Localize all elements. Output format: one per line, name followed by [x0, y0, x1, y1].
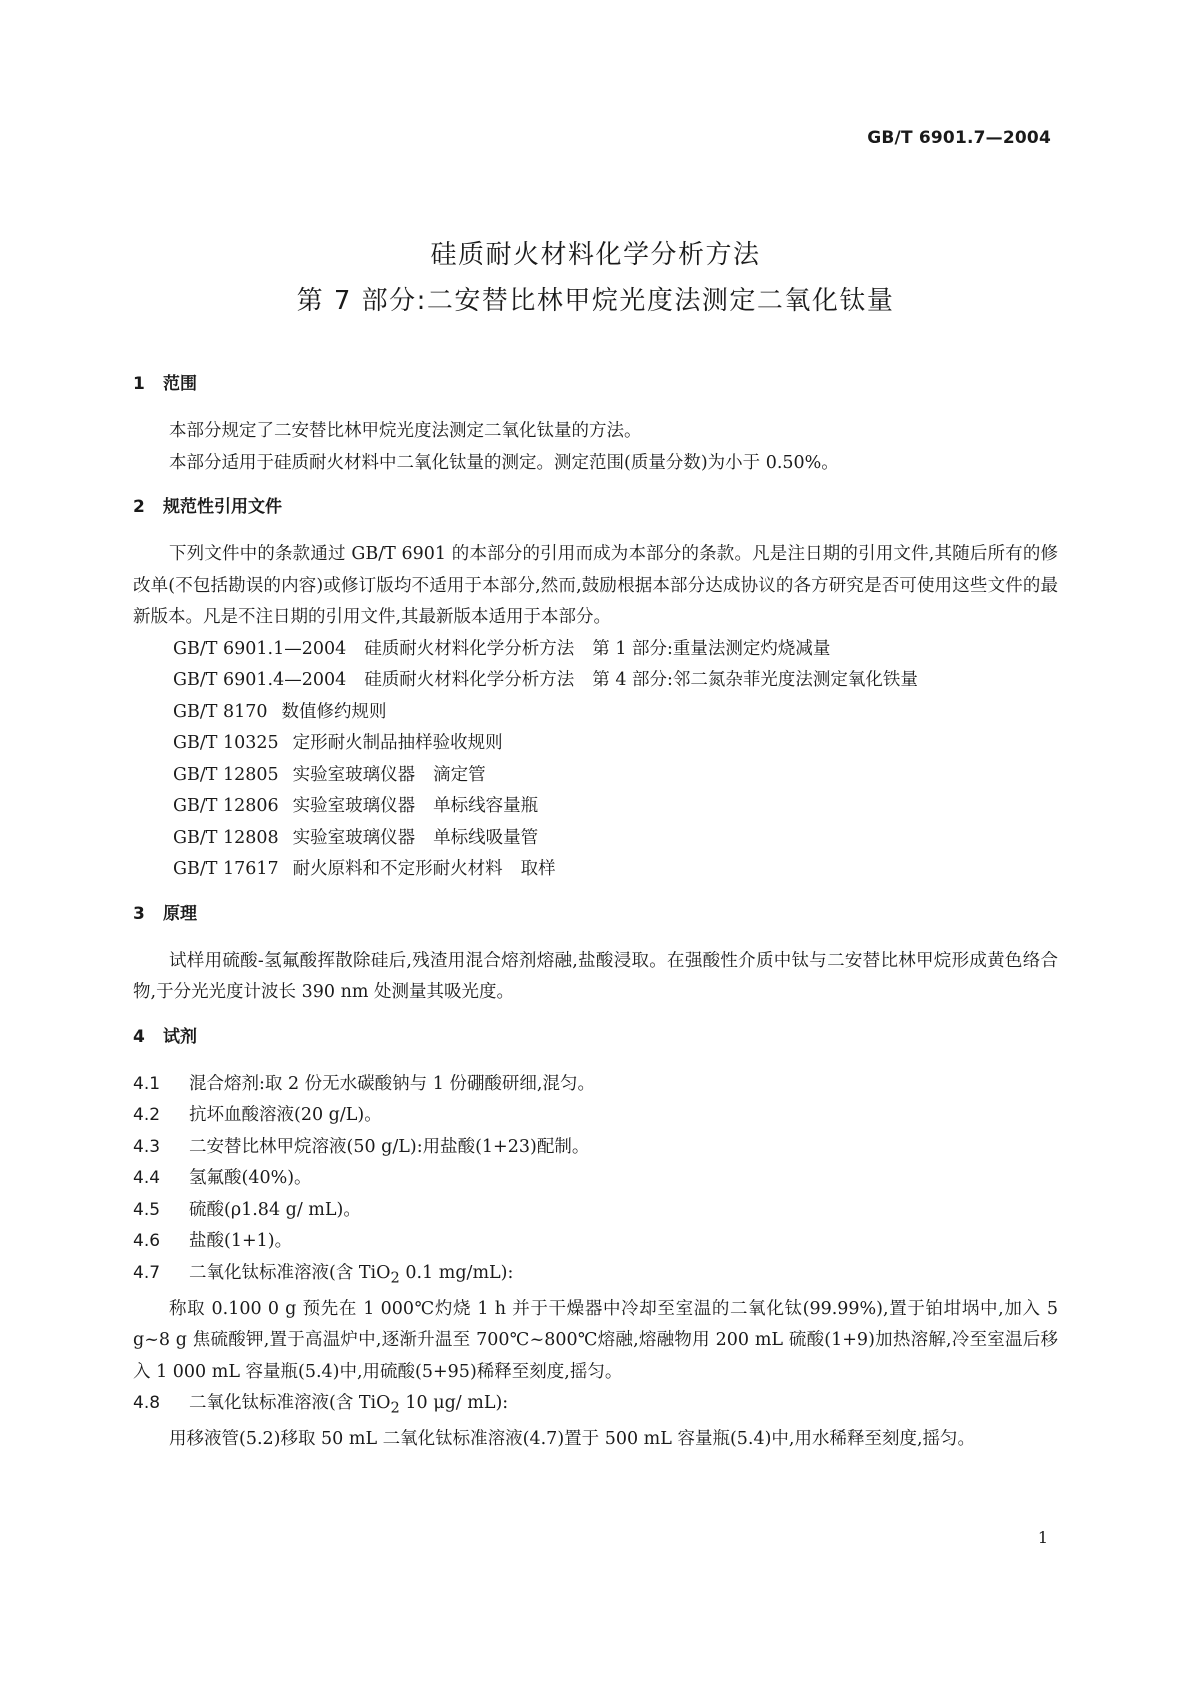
reference-title: 实验室玻璃仪器: [292, 827, 416, 848]
item-number: 4.8: [133, 1393, 161, 1413]
reference-code: GB/T 17617: [173, 859, 279, 879]
reference-item: [133, 697, 1058, 729]
item-number: 4.2: [133, 1105, 161, 1125]
reference-item: [133, 665, 1058, 697]
reference-title: 实验室玻璃仪器: [292, 764, 416, 785]
reagent-item: [133, 1100, 1058, 1132]
item-number: 4.5: [133, 1199, 161, 1220]
section-number: 2: [133, 497, 145, 517]
reagent-item: [133, 1069, 1058, 1101]
item-text: 硫酸(ρ1.84 g/ mL)。: [189, 1199, 361, 1220]
reference-item: [133, 760, 1058, 792]
reference-code: GB/T 12808: [173, 827, 279, 848]
page-number: 1: [1037, 1528, 1048, 1547]
reference-part: 第 1 部分:重量法测定灼烧减量: [592, 638, 831, 659]
item-number: 4.4: [133, 1168, 161, 1188]
reagent-item: [133, 1388, 1058, 1424]
section-number: 4: [133, 1026, 145, 1047]
reference-title: 定形耐火制品抽样验收规则: [292, 733, 503, 753]
section-heading-principle: [133, 902, 1058, 926]
item-text: 0.1 mg/mL):: [399, 1262, 514, 1283]
reference-title: 硅质耐火材料化学分析方法: [364, 638, 575, 659]
reagent-item: [133, 1258, 1058, 1294]
standard-number: GB/T 6901.7—2004: [867, 128, 1051, 148]
reagent-item: [133, 1195, 1058, 1227]
reference-code: GB/T 8170: [173, 701, 268, 722]
reference-item: [133, 728, 1058, 760]
reference-title: 数值修约规则: [281, 701, 387, 722]
reference-part: 滴定管: [433, 764, 486, 785]
section-title: 试剂: [163, 1026, 197, 1047]
reference-code: GB/T 6901.1—2004: [173, 638, 347, 659]
section-number: 1: [133, 374, 145, 394]
item-number: 4.1: [133, 1073, 161, 1094]
reference-code: GB/T 10325: [173, 733, 279, 753]
reagent-item: [133, 1163, 1058, 1195]
paragraph: 本部分规定了二安替比林甲烷光度法测定二氧化钛量的方法。: [169, 421, 642, 441]
reference-title: 实验室玻璃仪器: [292, 796, 416, 816]
reference-part: 单标线吸量管: [433, 827, 539, 848]
subscript: 2: [390, 1269, 400, 1286]
reference-title: 硅质耐火材料化学分析方法: [364, 670, 575, 690]
document-body: [133, 372, 1058, 1456]
item-text: 二氧化钛标准溶液(含 TiO: [189, 1262, 391, 1283]
section-title: 规范性引用文件: [163, 497, 282, 517]
reference-code: GB/T 12806: [173, 796, 279, 816]
section-heading-scope: [133, 372, 1058, 396]
paragraph: 下列文件中的条款通过 GB/T 6901 的本部分的引用而成为本部分的条款。凡是注日期的引用文件,其随后所有的修改单(不包括勘误的内容)或修订版均不适用于本部分,然而,鼓励根据本部分达成协议的各方研究是否可使用这些文件的最新版本。凡是不注日期的引用文件,其最新版本适用于本部分。: [133, 544, 1058, 627]
reagent-item: [133, 1132, 1058, 1164]
reference-part: 取样: [520, 859, 556, 879]
document-title: 硅质耐火材料化学分析方法: [430, 240, 761, 270]
item-text: 抗坏血酸溶液(20 g/L)。: [189, 1105, 382, 1125]
section-heading-references: [133, 495, 1058, 519]
item-text: 氢氟酸(40%)。: [189, 1168, 312, 1188]
item-text: 二安替比林甲烷溶液(50 g/L):用盐酸(1+23)配制。: [189, 1136, 590, 1157]
item-number: 4.7: [133, 1262, 161, 1283]
paragraph: 试样用硫酸-氢氟酸挥散除硅后,残渣用混合熔剂熔融,盐酸浸取。在强酸性介质中钛与二安替比林甲烷形成黄色络合物,于分光光度计波长 390 nm 处测量其吸光度。: [133, 950, 1058, 1002]
reference-item: [133, 634, 1058, 666]
paragraph: 本部分适用于硅质耐火材料中二氧化钛量的测定。测定范围(质量分数)为小于 0.50%。: [169, 452, 839, 473]
reagent-item: [133, 1226, 1058, 1258]
reference-title: 耐火原料和不定形耐火材料: [292, 859, 503, 879]
item-number: 4.3: [133, 1136, 161, 1157]
section-title: 原理: [163, 903, 197, 924]
paragraph: 用移液管(5.2)移取 50 mL 二氧化钛标准溶液(4.7)置于 500 mL 容量瓶(5.4)中,用水稀释至刻度,摇匀。: [169, 1429, 976, 1449]
section-title: 范围: [163, 374, 197, 394]
reference-item: [133, 854, 1058, 886]
document-subtitle: 第 7 部分:二安替比林甲烷光度法测定二氧化钛量: [296, 286, 895, 316]
paragraph: 称取 0.100 0 g 预先在 1 000℃灼烧 1 h 并于干燥器中冷却至室温的二氧化钛(99.99%),置于铂坩埚中,加入 5 g~8 g 焦硫酸钾,置于高温炉中,逐渐升温至 700℃~800℃熔融,熔融物用 200 mL 硫酸(1+9)加热溶解,冷至室温后移入 1 000 mL 容量瓶(5.4)中,用硫酸(5+95)稀释至刻度,摇匀。: [133, 1298, 1058, 1382]
section-number: 3: [133, 903, 145, 924]
reference-part: 第 4 部分:邻二氮杂菲光度法测定氧化铁量: [592, 670, 918, 690]
reference-item: [133, 791, 1058, 823]
item-text: 盐酸(1+1)。: [189, 1231, 293, 1251]
item-text: 混合熔剂:取 2 份无水碳酸钠与 1 份硼酸研细,混匀。: [189, 1073, 595, 1094]
reference-part: 单标线容量瓶: [433, 796, 539, 816]
subscript: 2: [390, 1399, 400, 1417]
reference-code: GB/T 12805: [173, 764, 279, 785]
section-heading-reagents: [133, 1025, 1058, 1049]
item-text: 二氧化钛标准溶液(含 TiO: [189, 1393, 391, 1413]
reference-item: [133, 823, 1058, 855]
item-number: 4.6: [133, 1231, 161, 1251]
reference-code: GB/T 6901.4—2004: [173, 670, 347, 690]
item-text: 10 μg/ mL):: [399, 1393, 509, 1413]
